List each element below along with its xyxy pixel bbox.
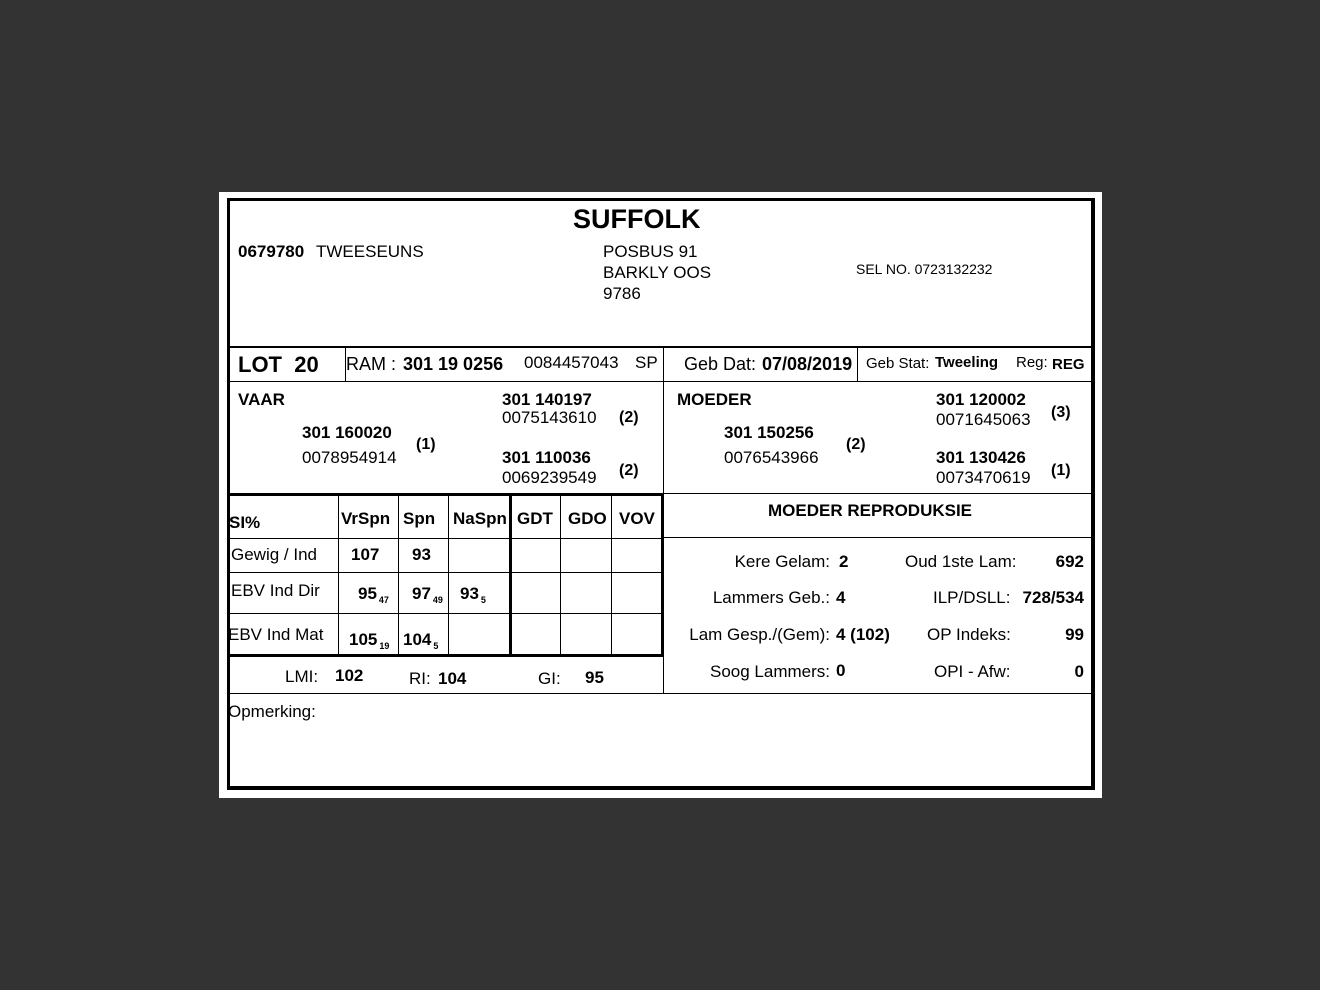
ram-suffix: SP <box>635 353 658 372</box>
si-col-vov: VOV <box>619 509 655 528</box>
gi-label: GI: <box>538 669 561 688</box>
si-cell-dir-naspn <box>460 585 486 605</box>
si-count: 5 <box>433 641 439 651</box>
si-corner-label: SI% <box>229 513 261 532</box>
ram-id: 0084457043 <box>524 353 619 372</box>
si-row-line-2 <box>229 572 662 573</box>
ram-number: 301 19 0256 <box>403 354 504 374</box>
si-col-line-4 <box>560 494 561 655</box>
si-col-line-5 <box>611 494 612 655</box>
breed-title: SUFFOLK <box>573 204 701 234</box>
birth-status: Tweeling <box>935 354 999 371</box>
si-col-line-3 <box>448 494 449 655</box>
si-count: 47 <box>378 595 389 605</box>
si-cell-weight-vrspn: 107 <box>351 545 380 564</box>
si-col-line-2 <box>398 494 399 655</box>
dam-sire-number: 301 120002 <box>936 390 1026 409</box>
si-col-naspn: NaSpn <box>453 509 507 528</box>
rule-header-bottom <box>229 346 1091 348</box>
si-col-gdt: GDT <box>517 509 553 528</box>
dam-grade: (2) <box>846 436 866 453</box>
si-border-top <box>227 493 664 496</box>
sire-dam-id: 0069239549 <box>502 468 597 487</box>
gi-value: 95 <box>585 668 604 687</box>
repro-left-value-3: 4 (102) <box>836 625 890 644</box>
address-line-2: BARKLY OOS <box>603 263 712 282</box>
birth-status-label: Geb Stat: <box>866 355 930 372</box>
repro-left-label-4: Soog Lammers: <box>710 662 830 681</box>
sire-sire-grade: (2) <box>619 409 639 426</box>
sire-label: VAAR <box>238 390 285 409</box>
sire-id: 0078954914 <box>302 448 397 467</box>
dam-sire-grade: (3) <box>1051 404 1071 421</box>
si-row-line-3 <box>229 613 662 614</box>
lmi-value: 102 <box>335 666 364 685</box>
repro-left-value-2: 4 <box>836 588 846 607</box>
si-border-right <box>661 493 664 657</box>
repro-left-label-1: Kere Gelam: <box>734 552 830 571</box>
repro-right-label-4: OPI - Afw: <box>934 662 1011 681</box>
si-cell-dir-spn <box>412 585 443 605</box>
si-border-bottom <box>227 654 664 657</box>
repro-left-value-4: 0 <box>836 661 846 680</box>
si-value: 93 <box>460 584 479 603</box>
repro-right-label-2: ILP/DSLL: <box>933 588 1011 607</box>
rule-remarks-top <box>229 693 1091 694</box>
repro-right-value-4: 0 <box>1074 662 1084 681</box>
dam-dam-grade: (1) <box>1051 462 1071 479</box>
repro-right-value-2: 728/534 <box>1022 588 1084 607</box>
phone-number: SEL NO. 0723132232 <box>856 261 993 277</box>
repro-title: MOEDER REPRODUKSIE <box>768 501 973 520</box>
lot-label: LOT 20 <box>238 352 319 377</box>
repro-right-label-3: OP Indeks: <box>927 625 1011 644</box>
dam-sire-id: 0071645063 <box>936 410 1031 429</box>
rule-lot-v3 <box>857 347 858 381</box>
repro-left-label-2: Lammers Geb.: <box>712 588 830 607</box>
si-col-line-1 <box>338 494 339 655</box>
remarks-label: Opmerking: <box>228 702 316 721</box>
si-col-vrspn: VrSpn <box>341 509 391 528</box>
reg-label: Reg: <box>1016 354 1048 371</box>
si-value: 104 <box>403 630 432 649</box>
si-cell-dir-vrspn <box>358 585 389 605</box>
dam-id: 0076543966 <box>724 448 819 467</box>
lmi-label: LMI: <box>285 667 319 686</box>
rule-repro-title-bottom <box>663 537 1091 538</box>
dam-dam-id: 0073470619 <box>936 468 1031 487</box>
ri-value: 104 <box>438 669 467 688</box>
lot-card <box>219 192 1102 798</box>
address-line-1: POSBUS 91 <box>603 242 698 261</box>
birth-date: 07/08/2019 <box>762 354 853 374</box>
si-cell-mat-spn <box>403 631 438 651</box>
sire-grade: (1) <box>416 436 436 453</box>
ram-label: RAM : <box>346 354 397 374</box>
ri-label: RI: <box>409 669 431 688</box>
sire-dam-number: 301 110036 <box>502 448 591 467</box>
si-count: 5 <box>480 595 486 605</box>
si-col-spn: Spn <box>403 509 436 528</box>
repro-left-label-3: Lam Gesp./(Gem): <box>689 625 830 644</box>
si-value: 105 <box>349 630 378 649</box>
dam-number: 301 150256 <box>724 423 814 442</box>
si-col-gdo: GDO <box>568 509 607 528</box>
si-value: 95 <box>358 584 377 603</box>
si-cell-mat-vrspn <box>349 631 389 651</box>
si-row-label-ebv-dir: EBV Ind Dir <box>231 581 320 600</box>
si-row-label-ebv-mat: EBV Ind Mat <box>228 625 324 644</box>
si-row-line-1 <box>229 538 662 539</box>
rule-lot-bottom <box>229 381 1091 382</box>
si-count: 49 <box>432 595 443 605</box>
si-count: 19 <box>379 641 390 651</box>
si-value: 97 <box>412 584 431 603</box>
owner-number: 0679780 <box>238 242 305 261</box>
repro-right-value-1: 692 <box>1055 552 1084 571</box>
sire-sire-number: 301 140197 <box>502 390 592 409</box>
repro-right-value-3: 99 <box>1065 625 1084 644</box>
repro-right-label-1: Oud 1ste Lam: <box>905 552 1017 571</box>
si-border-mid <box>509 493 512 657</box>
address-line-3: 9786 <box>603 284 641 303</box>
sire-dam-grade: (2) <box>619 462 639 479</box>
birth-date-label: Geb Dat: <box>684 354 757 374</box>
reg-value: REG <box>1052 356 1085 373</box>
rule-lot-v2 <box>663 347 664 381</box>
si-cell-weight-spn: 93 <box>412 545 431 564</box>
sire-number: 301 160020 <box>302 423 392 442</box>
repro-left-value-1: 2 <box>839 552 849 571</box>
dam-dam-number: 301 130426 <box>936 448 1026 467</box>
dam-label: MOEDER <box>677 390 752 409</box>
si-row-label-weight: Gewig / Ind <box>231 545 317 564</box>
owner-name: TWEESEUNS <box>316 242 424 261</box>
sire-sire-id: 0075143610 <box>502 408 597 427</box>
